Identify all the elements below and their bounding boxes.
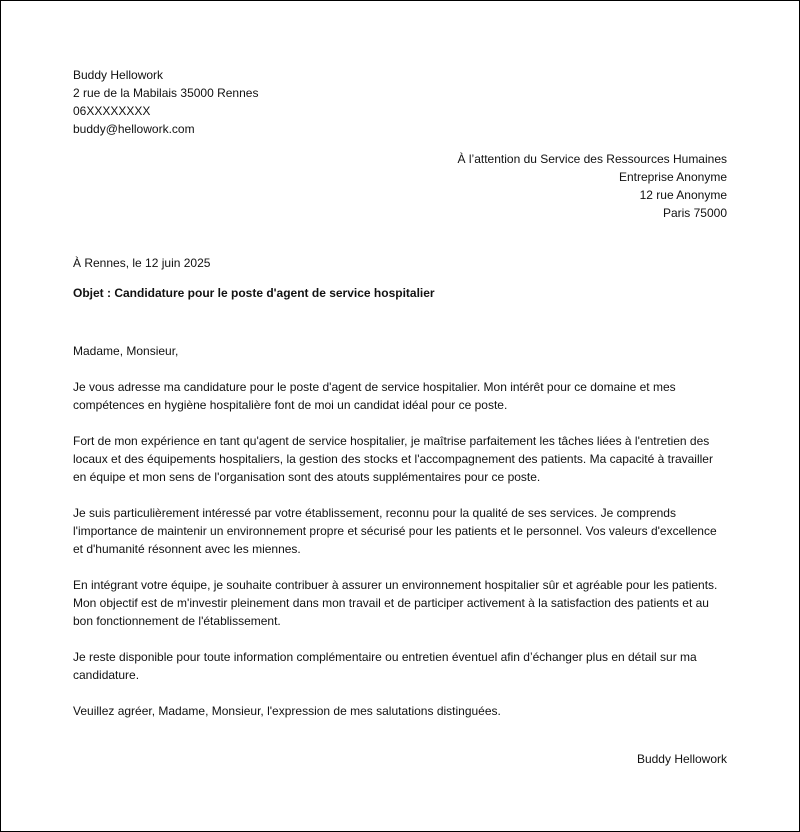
closing-paragraph: Veuillez agréer, Madame, Monsieur, l'expression de mes salutations distinguées. xyxy=(73,704,501,718)
subject-line: Objet : Candidature pour le poste d'agent de service hospitalier xyxy=(73,286,435,300)
sender-email: buddy@hellowork.com xyxy=(73,122,195,136)
recipient-block xyxy=(73,150,727,222)
signature: Buddy Hellowork xyxy=(636,752,727,766)
paragraph-4: En intégrant votre équipe, je souhaite contribuer à assurer un environnement hospitalier sûr et agréable pour les patients. Mon objectif est de m'investir pleinement dans mon travail et de participer activement à la satisfaction des patients et au bon fonctionnement de l'établissement. xyxy=(73,578,718,628)
recipient-street: 12 rue Anonyme xyxy=(639,188,727,202)
recipient-city: Paris 75000 xyxy=(662,206,727,220)
sender-block xyxy=(73,66,727,138)
greeting: Madame, Monsieur, xyxy=(73,344,179,358)
recipient-company: Entreprise Anonyme xyxy=(618,170,727,184)
sender-phone: 06XXXXXXXX xyxy=(73,104,151,118)
paragraph-3: Je suis particulièrement intéressé par votre établissement, reconnu pour la qualité de ses services. Je comprends l'importance de maintenir un environnement propre et sécurisé pour les patients et le personnel. Vos valeurs d'excellence et d'humanité résonnent avec les miennes. xyxy=(73,506,717,556)
date-line: À Rennes, le 12 juin 2025 xyxy=(73,256,211,270)
paragraph-2: Fort de mon expérience en tant qu'agent de service hospitalier, je maîtrise parfaitement les tâches liées à l'entretien des locaux et des équipements hospitaliers, la gestion des stocks et l'accompagnement des patients. Ma capacité à travailler en équipe et mon sens de l'organisation sont des atouts supplémentaires pour ce poste. xyxy=(73,434,713,484)
paragraph-5: Je reste disponible pour toute information complémentaire ou entretien éventuel afin d’échanger plus en détail sur ma candidature. xyxy=(73,650,697,682)
sender-address: 2 rue de la Mabilais 35000 Rennes xyxy=(73,86,259,100)
letter-body xyxy=(73,342,727,738)
recipient-attention: À l’attention du Service des Ressources Humaines xyxy=(457,152,727,166)
sender-name: Buddy Hellowork xyxy=(73,68,164,82)
paragraph-1: Je vous adresse ma candidature pour le poste d'agent de service hospitalier. Mon intérêt pour ce domaine et mes compétences en hygiène hospitalière font de moi un candidat idéal pour ce poste. xyxy=(73,380,676,412)
